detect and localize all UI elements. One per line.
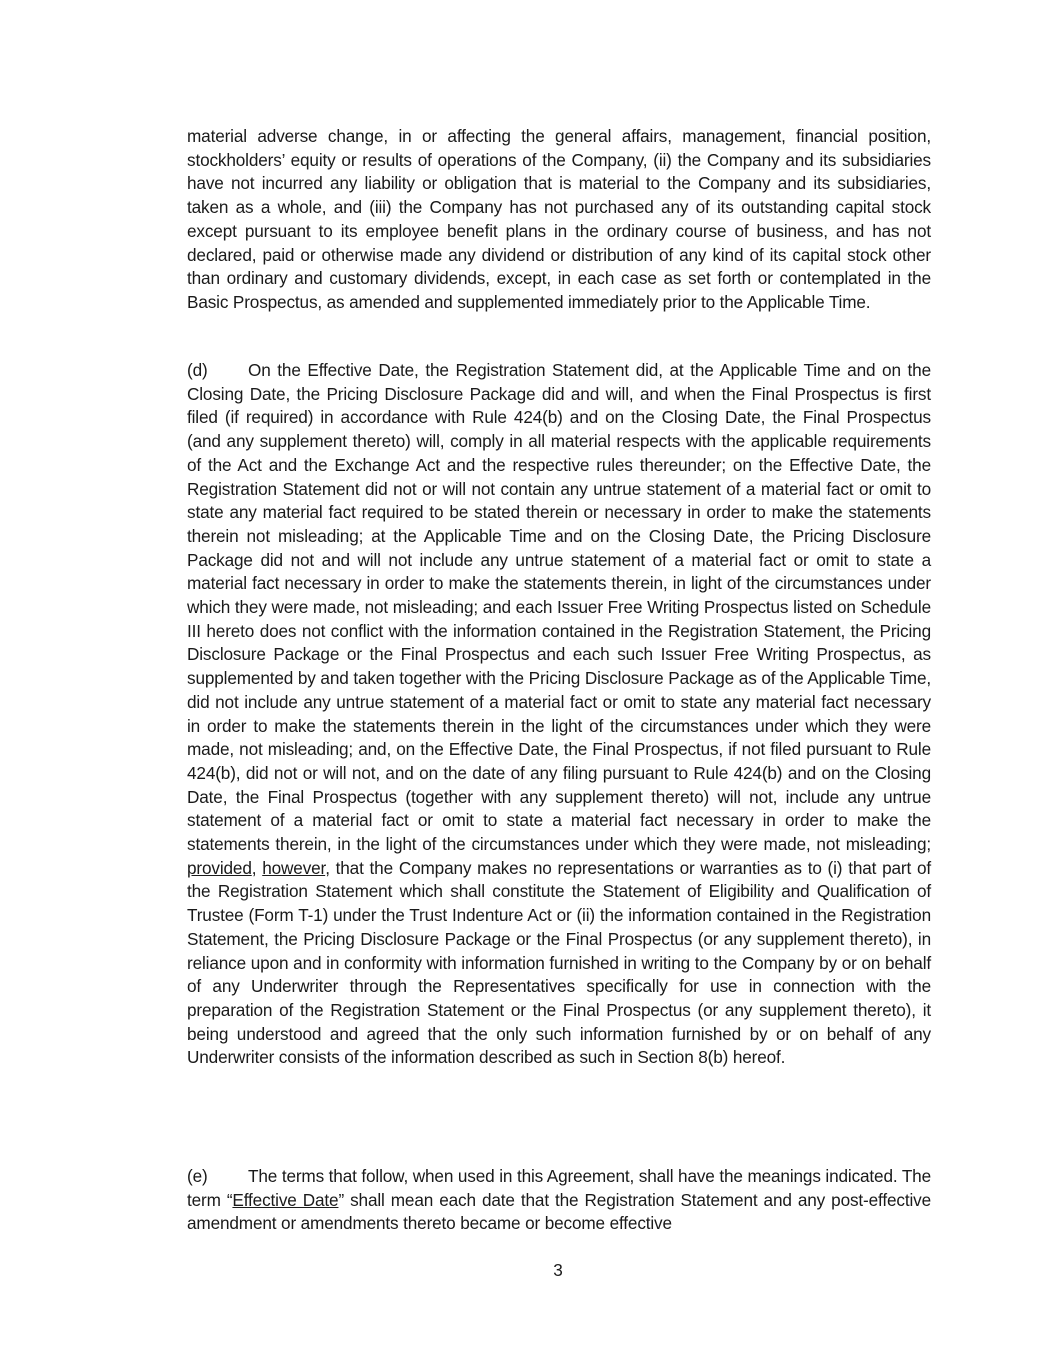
paragraph-e-text-2: ” shall mean each date that the Registration Statement and any post-effective amendment or amendments thereto became or become effective [187,1189,931,1234]
provided-term: provided [187,857,252,878]
paragraph-d-label: (d) [187,360,208,380]
paragraph-c-continuation [187,125,931,315]
paragraph-e [187,1165,931,1236]
paragraph-d [187,359,931,1070]
paragraph-d-text-1: On the Effective Date, the Registration Statement did, at the Applicable Time and on the Closing Date, the Pricing Disclosure Package did and will, and when the Final Prospectus is first filed (if required) in accordance with Rule 424(b) and on the Closing Date, the Final Prospectus (and any supplement thereto) will, comply in all material respects with the applicable requirements of the Act and the Exchange Act and the respective rules thereunder; on the Effective Date, the Registration Statement did not or will not contain any untrue statement of a material fact or omit to state any material fact required to be stated therein or necessary in order to make the statements therein not misleading; at the Applicable Time and on the Closing Date, the Pricing Disclosure Package did not and will not include any untrue statement of a material fact or omit to state a material fact necessary in order to make the statements therein, in light of the circumstances under which they were made, not misleading; and each Issuer Free Writing Prospectus listed on Schedule III hereto does not conflict with the information contained in the Registration Statement, the Pricing Disclosure Package or the Final Prospectus and each such Issuer Free Writing Prospectus, as supplemented by and taken together with the Pricing Disclosure Package as of the Applicable Time, did not include any untrue statement of a material fact or omit to state any material fact necessary in order to make the statements therein in the light of the circumstances under which they were made, not misleading; and, on the Effective Date, the Final Prospectus, if not filed pursuant to Rule 424(b), did not or will not, and on the date of any filing pursuant to Rule 424(b) and on the Closing Date, the Final Prospectus (together with any supplement thereto) will not, include any untrue statement of a material fact or omit to state a material fact necessary in order to make the statements therein, in the light of the circumstances under which they were made, not misleading; [187,360,931,855]
paragraph-e-text-1: The terms that follow, when used in this Agreement, shall have the meanings indicated. The term “ [187,1166,931,1210]
however-term: however [262,857,326,878]
paragraph-c-text: material adverse change, in or affecting the general affairs, management, financial position, stockholders’ equity or results of operations of the Company, (ii) the Company and its subsidiaries have not incurred any liability or obligation that is material to the Company and its subsidiaries, taken as a whole, and (iii) the Company has not purchased any of its outstanding capital stock except pursuant to its employee benefit plans in the ordinary course of business, and has not declared, paid or otherwise made any dividend or distribution of any kind of its capital stock other than ordinary and customary dividends, except, in each case as set forth or contemplated in the Basic Prospectus, as amended and supplemented immediately prior to the Applicable Time. [187,126,931,312]
paragraph-d-comma: , [251,857,257,878]
paragraph-d-text-2: , that the Company makes no representations or warranties as to (i) that part of the Registration Statement which shall constitute the Statement of Eligibility and Qualification of Trustee (Form T-1) under the Trust Indenture Act or (ii) the information contained in the Registration Statement, the Pricing Disclosure Package or the Final Prospectus (or any supplement thereto), in reliance upon and in conformity with information furnished in writing to the Company by or on behalf of any Underwriter through the Representatives specifically for use in connection with the preparation of the Registration Statement or the Final Prospectus (or any supplement thereto), it being understood and agreed that the only such information furnished by or on behalf of any Underwriter consists of the information described as such in Section 8(b) hereof. [187,857,931,1068]
page-number: 3 [553,1260,563,1280]
effective-date-term: Effective Date [232,1189,339,1210]
paragraph-e-label: (e) [187,1166,208,1186]
